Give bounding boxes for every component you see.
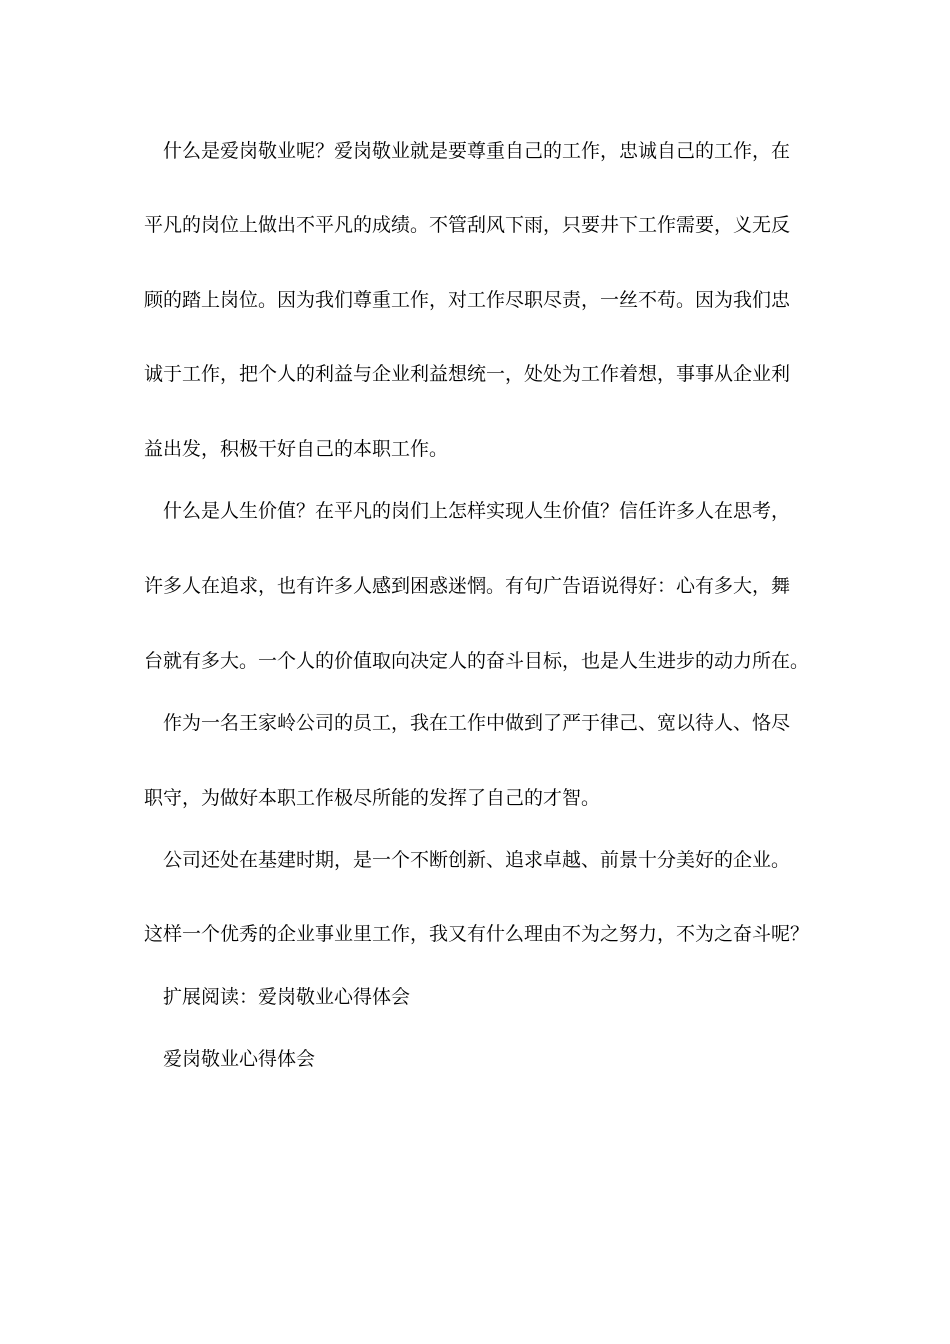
paragraph-2-line-3: 台就有多大。一个人的价值取向决定人的奋斗目标，也是人生进步的动力所在。 [144, 650, 810, 672]
paragraph-3-line-1: 作为一名王家岭公司的员工，我在工作中做到了严于律己、宽以待人、恪尽 [163, 712, 791, 734]
paragraph-1-line-4: 诚于工作，把个人的利益与企业利益想统一，处处为工作着想，事事从企业利 [144, 363, 791, 385]
paragraph-1-line-2: 平凡的岗位上做出不平凡的成绩。不管刮风下雨，只要井下工作需要，义无反 [144, 214, 791, 236]
paragraph-4-line-2: 这样一个优秀的企业事业里工作，我又有什么理由不为之努力，不为之奋斗呢？ [144, 923, 810, 945]
paragraph-3-line-2: 职守，为做好本职工作极尽所能的发挥了自己的才智。 [144, 787, 601, 809]
paragraph-4-line-1: 公司还处在基建时期，是一个不断创新、追求卓越、前景十分美好的企业。 [163, 849, 791, 871]
extended-reading-label: 扩展阅读：爱岗敬业心得体会 [163, 986, 411, 1008]
paragraph-1-line-3: 顾的踏上岗位。因为我们尊重工作，对工作尽职尽责，一丝不苟。因为我们忠 [144, 289, 791, 311]
paragraph-2-line-2: 许多人在追求，也有许多人感到困惑迷惘。有句广告语说得好：心有多大，舞 [144, 575, 791, 597]
paragraph-2-line-1: 什么是人生价值？在平凡的岗们上怎样实现人生价值？信任许多人在思考， [163, 500, 791, 522]
section-heading: 爱岗敬业心得体会 [163, 1048, 316, 1070]
paragraph-1-line-5: 益出发，积极干好自己的本职工作。 [144, 438, 449, 460]
paragraph-1-line-1: 什么是爱岗敬业呢？爱岗敬业就是要尊重自己的工作，忠诚自己的工作，在 [163, 140, 791, 162]
